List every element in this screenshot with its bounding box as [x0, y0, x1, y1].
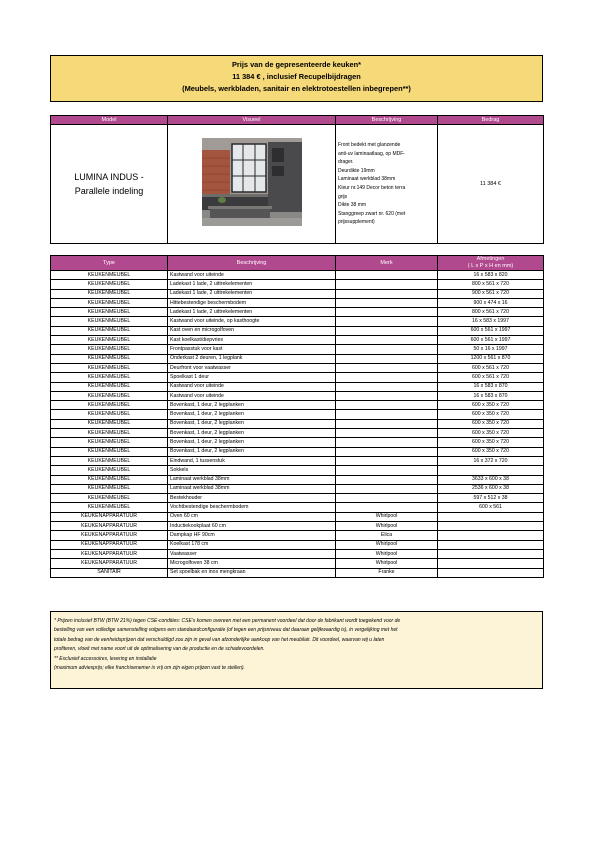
item-dimensions-cell	[438, 512, 544, 521]
price-summary-box	[50, 55, 543, 102]
table-row	[51, 531, 544, 540]
item-dimensions-cell: 800 x 561 x 720	[438, 308, 544, 317]
item-type-cell: KEUKENMEUBEL	[51, 494, 168, 503]
table-row	[51, 336, 544, 345]
item-dimensions-cell: 597 x 512 x 38	[438, 494, 544, 503]
item-description-cell: Eindwand, 1 tussenstuk	[168, 456, 336, 465]
item-type-cell: KEUKENMEUBEL	[51, 345, 168, 354]
item-brand-cell	[336, 336, 438, 345]
description-line: grijs	[338, 193, 348, 200]
item-description-cell: Deurfront voor vaatwasser	[168, 363, 336, 372]
description-line: Deurdikte 19mm	[338, 167, 375, 174]
item-dimensions-cell: 2536 x 600 x 38	[438, 484, 544, 493]
item-description-cell: Koelkast 178 cm	[168, 540, 336, 549]
item-dimensions-cell: 600 x 561 x 1997	[438, 326, 544, 335]
item-dimensions-cell: 600 x 350 x 720	[438, 429, 544, 438]
item-dimensions-cell: 600 x 350 x 720	[438, 410, 544, 419]
item-description-cell: Kast koelkast/diepvries	[168, 336, 336, 345]
item-dimensions-cell	[438, 559, 544, 568]
model-overview-table	[50, 115, 544, 244]
item-brand-cell	[336, 419, 438, 428]
item-description-cell: Bovenkast, 1 deur, 2 legplanken	[168, 447, 336, 456]
table-row	[51, 373, 544, 382]
item-type-cell: KEUKENMEUBEL	[51, 391, 168, 400]
item-dimensions-cell: 16 x 583 x 1997	[438, 317, 544, 326]
item-type-cell: KEUKENMEUBEL	[51, 456, 168, 465]
item-dimensions-cell: 16 x 583 x 820	[438, 271, 544, 280]
header-item-description: Beschrijving	[168, 256, 336, 271]
item-type-cell: KEUKENMEUBEL	[51, 466, 168, 475]
item-dimensions-cell: 600 x 561 x 720	[438, 363, 544, 372]
item-dimensions-cell	[438, 531, 544, 540]
description-line: Laminaat werkblad 38mm	[338, 176, 396, 183]
item-description-cell: Kastwand voor uiteinde	[168, 271, 336, 280]
price-amount: 11 384 € , inclusief Recupelbijdragen	[232, 72, 361, 81]
table-row	[51, 522, 544, 531]
header-dimensions-title: Afmetingen	[476, 256, 505, 262]
item-description-cell: Inductiekookplaat 60 cm	[168, 522, 336, 531]
item-brand-cell: Whirlpool	[336, 549, 438, 558]
item-type-cell: KEUKENMEUBEL	[51, 363, 168, 372]
item-type-cell: KEUKENMEUBEL	[51, 429, 168, 438]
item-description-cell: Microgolfoven 38 cm	[168, 559, 336, 568]
item-brand-cell: Whirlpool	[336, 522, 438, 531]
item-dimensions-cell: 900 x 474 x 16	[438, 298, 544, 307]
item-dimensions-cell	[438, 522, 544, 531]
item-type-cell: KEUKENMEUBEL	[51, 419, 168, 428]
table-row	[51, 271, 544, 280]
item-brand-cell	[336, 438, 438, 447]
item-type-cell: SANITAIR	[51, 568, 168, 577]
item-type-cell: KEUKENMEUBEL	[51, 401, 168, 410]
item-type-cell: KEUKENAPPARATUUR	[51, 531, 168, 540]
item-brand-cell	[336, 410, 438, 419]
item-brand-cell	[336, 326, 438, 335]
table-row	[51, 429, 544, 438]
table-row	[51, 512, 544, 521]
table-row	[51, 540, 544, 549]
item-description-cell: Vochtbestendige beschermbodem	[168, 503, 336, 512]
table-row	[51, 317, 544, 326]
footnotes-box	[50, 611, 543, 689]
table-row	[51, 503, 544, 512]
description-line: Front bedekt met glanzende	[338, 142, 401, 149]
table-row	[51, 363, 544, 372]
model-layout: Parallele indeling	[74, 186, 144, 196]
item-type-cell: KEUKENMEUBEL	[51, 447, 168, 456]
table-row	[51, 410, 544, 419]
table-row	[51, 382, 544, 391]
item-dimensions-cell: 600 x 350 x 720	[438, 401, 544, 410]
item-description-cell: Spoelkast 1 deur	[168, 373, 336, 382]
item-type-cell: KEUKENMEUBEL	[51, 410, 168, 419]
item-description-cell: Frontpasstuk voor kast	[168, 345, 336, 354]
item-brand-cell	[336, 271, 438, 280]
item-description-cell: Bestekhouder	[168, 494, 336, 503]
item-dimensions-cell: 3633 x 600 x 38	[438, 475, 544, 484]
item-type-cell: KEUKENMEUBEL	[51, 475, 168, 484]
item-description-cell: Bovenkast, 1 deur, 2 legplanken	[168, 419, 336, 428]
table-row	[51, 494, 544, 503]
footnote-line: profiteren, vloeit met name voort uit de optimalisering van de productie en de schadevoordelen.	[54, 646, 265, 653]
item-type-cell: KEUKENAPPARATUUR	[51, 549, 168, 558]
item-description-cell: Bovenkast, 1 deur, 2 legplanken	[168, 438, 336, 447]
item-description-cell: Oven 60 cm	[168, 512, 336, 521]
table-row	[51, 559, 544, 568]
item-dimensions-cell: 800 x 561 x 720	[438, 280, 544, 289]
items-body	[51, 271, 544, 578]
header-visual: Visueel	[168, 116, 336, 125]
item-description-cell: Hittebestendige beschermbodem	[168, 298, 336, 307]
item-type-cell: KEUKENMEUBEL	[51, 354, 168, 363]
table-row	[51, 419, 544, 428]
item-description-cell: Bovenkast, 1 deur, 2 legplanken	[168, 429, 336, 438]
item-type-cell: KEUKENAPPARATUUR	[51, 522, 168, 531]
item-type-cell: KEUKENAPPARATUUR	[51, 512, 168, 521]
item-dimensions-cell: 600 x 561	[438, 503, 544, 512]
item-description-cell: Laminaat werkblad 38mm	[168, 475, 336, 484]
item-dimensions-cell	[438, 568, 544, 577]
item-brand-cell: Whirlpool	[336, 559, 438, 568]
item-type-cell: KEUKENMEUBEL	[51, 373, 168, 382]
item-type-cell: KEUKENMEUBEL	[51, 326, 168, 335]
item-dimensions-cell: 16 x 372 x 720	[438, 456, 544, 465]
item-description-cell: Kastwand voor uiteinde	[168, 391, 336, 400]
footnote-line: ** Exclusief accessoires, levering en installatie	[54, 655, 157, 662]
header-description: Beschrijving	[336, 116, 438, 125]
item-type-cell: KEUKENMEUBEL	[51, 271, 168, 280]
description-line: Stanggreep zwart nr. 620 (met	[338, 210, 406, 217]
table-row	[51, 308, 544, 317]
item-description-cell: Sokkels	[168, 466, 336, 475]
table-row	[51, 475, 544, 484]
header-type: Type	[51, 256, 168, 271]
item-brand-cell	[336, 280, 438, 289]
item-type-cell: KEUKENMEUBEL	[51, 308, 168, 317]
item-type-cell: KEUKENMEUBEL	[51, 280, 168, 289]
header-amount: Bedrag	[438, 116, 544, 125]
item-type-cell: KEUKENMEUBEL	[51, 298, 168, 307]
footnote-line: bestelling van een volledige samenstelling volgens een standaardconfiguratie (of tegen een prijsniveau dat daaraan gelijkwaardig is), in vergelijking met het	[54, 627, 398, 634]
item-type-cell: KEUKENMEUBEL	[51, 382, 168, 391]
item-description-cell: Kast oven en microgolfoven	[168, 326, 336, 335]
item-brand-cell	[336, 382, 438, 391]
item-dimensions-cell	[438, 466, 544, 475]
item-brand-cell: Whirlpool	[336, 540, 438, 549]
item-type-cell: KEUKENMEUBEL	[51, 503, 168, 512]
item-brand-cell	[336, 308, 438, 317]
item-type-cell: KEUKENMEUBEL	[51, 289, 168, 298]
item-dimensions-cell: 600 x 350 x 720	[438, 419, 544, 428]
item-brand-cell: Franke	[336, 568, 438, 577]
item-type-cell: KEUKENMEUBEL	[51, 336, 168, 345]
item-dimensions-cell: 900 x 561 x 720	[438, 289, 544, 298]
item-brand-cell	[336, 494, 438, 503]
item-type-cell: KEUKENMEUBEL	[51, 317, 168, 326]
item-dimensions-cell: 16 x 583 x 870	[438, 382, 544, 391]
table-row	[51, 289, 544, 298]
table-row	[51, 391, 544, 400]
item-brand-cell	[336, 456, 438, 465]
footnote-line: * Prijzen inclusief BTW (BTW 21%) tegen CSE-condities: CSE's komen overeen met een permanent voordeel dat door de fabrikant wordt toegekend voor de	[54, 618, 401, 624]
item-brand-cell	[336, 373, 438, 382]
item-brand-cell	[336, 475, 438, 484]
header-dimensions	[438, 256, 544, 271]
item-brand-cell	[336, 484, 438, 493]
model-name: LUMINA INDUS -	[74, 172, 144, 182]
header-model: Model	[51, 116, 168, 125]
header-brand: Merk	[336, 256, 438, 271]
item-brand-cell	[336, 466, 438, 475]
item-description-cell: Onderkast 2 deuren, 1 legplank	[168, 354, 336, 363]
description-line: anti-uv laminaatlaag, op MDF-	[338, 150, 405, 157]
price-title: Prijs van de gepresenteerde keuken*	[232, 60, 361, 69]
description-line: prijssupplement)	[338, 219, 375, 226]
item-brand-cell	[336, 391, 438, 400]
footnote-line: (maximum adviesprijs; elke franchisenemer is vrij om zijn eigen prijzen vast te stellen).	[54, 665, 245, 672]
item-brand-cell	[336, 345, 438, 354]
table-row	[51, 298, 544, 307]
item-brand-cell	[336, 401, 438, 410]
items-table	[50, 255, 544, 578]
description-line: Dikte 38 mm	[338, 202, 367, 209]
kitchen-photo	[202, 138, 302, 226]
item-dimensions-cell	[438, 549, 544, 558]
item-dimensions-cell: 600 x 561 x 720	[438, 373, 544, 382]
item-dimensions-cell: 600 x 350 x 720	[438, 447, 544, 456]
table-row	[51, 484, 544, 493]
table-row	[51, 326, 544, 335]
description-line: drager.	[338, 159, 354, 166]
table-row	[51, 438, 544, 447]
table-row	[51, 456, 544, 465]
item-brand-cell	[336, 447, 438, 456]
item-description-cell: Ladekast 1 lade, 2 uittrekelementen	[168, 308, 336, 317]
item-description-cell: Ladekast 1 lade, 2 uittrekelementen	[168, 289, 336, 298]
table-row	[51, 354, 544, 363]
item-type-cell: KEUKENAPPARATUUR	[51, 559, 168, 568]
item-brand-cell: Elica	[336, 531, 438, 540]
item-type-cell: KEUKENAPPARATUUR	[51, 540, 168, 549]
item-brand-cell	[336, 503, 438, 512]
item-dimensions-cell: 600 x 561 x 1997	[438, 336, 544, 345]
item-dimensions-cell: 1200 x 561 x 870	[438, 354, 544, 363]
table-row	[51, 549, 544, 558]
item-dimensions-cell: 50 x 16 x 1997	[438, 345, 544, 354]
table-row	[51, 447, 544, 456]
item-description-cell: Set spoelbak en inox mengkraan	[168, 568, 336, 577]
item-description-cell: Laminaat werkblad 38mm	[168, 484, 336, 493]
table-row	[51, 345, 544, 354]
item-brand-cell	[336, 429, 438, 438]
item-dimensions-cell: 16 x 583 x 870	[438, 391, 544, 400]
item-brand-cell	[336, 363, 438, 372]
price-inclusions: (Meubels, werkbladen, sanitair en elektrotoestellen inbegrepen**)	[182, 84, 411, 93]
item-dimensions-cell: 600 x 350 x 720	[438, 438, 544, 447]
item-description-cell: Vaatwasser	[168, 549, 336, 558]
item-type-cell: KEUKENMEUBEL	[51, 484, 168, 493]
table-row	[51, 280, 544, 289]
table-row	[51, 568, 544, 577]
description-cell	[336, 125, 438, 244]
table-row	[51, 401, 544, 410]
table-row	[51, 466, 544, 475]
item-type-cell: KEUKENMEUBEL	[51, 438, 168, 447]
header-dimensions-units: ( L x P x H en mm)	[467, 263, 514, 269]
item-brand-cell	[336, 354, 438, 363]
footnote-line: totale bedrag van de eenheidsprijzen dat verschuldigd zou zijn in geval van afzonderlijke aankoop van het meubilair. Dit voordeel, waarvan wij u laten	[54, 636, 385, 643]
item-description-cell: Bovenkast, 1 deur, 2 legplanken	[168, 410, 336, 419]
item-brand-cell: Whirlpool	[336, 512, 438, 521]
item-brand-cell	[336, 317, 438, 326]
item-description-cell: Kastwand voor uiteinde, op kasthoogte	[168, 317, 336, 326]
item-brand-cell	[336, 289, 438, 298]
model-name-cell	[51, 125, 168, 244]
item-description-cell: Ladekast 1 lade, 2 uittrekelementen	[168, 280, 336, 289]
item-description-cell: Dampkap HF 90cm	[168, 531, 336, 540]
item-description-cell: Kastwand voor uiteinde	[168, 382, 336, 391]
item-dimensions-cell	[438, 540, 544, 549]
description-line: Kleur nr.149 Decor beton terra	[338, 185, 406, 191]
visual-cell	[168, 125, 336, 244]
item-description-cell: Bovenkast, 1 deur, 2 legplanken	[168, 401, 336, 410]
item-brand-cell	[336, 298, 438, 307]
amount-cell: 11 384 €	[438, 125, 544, 244]
